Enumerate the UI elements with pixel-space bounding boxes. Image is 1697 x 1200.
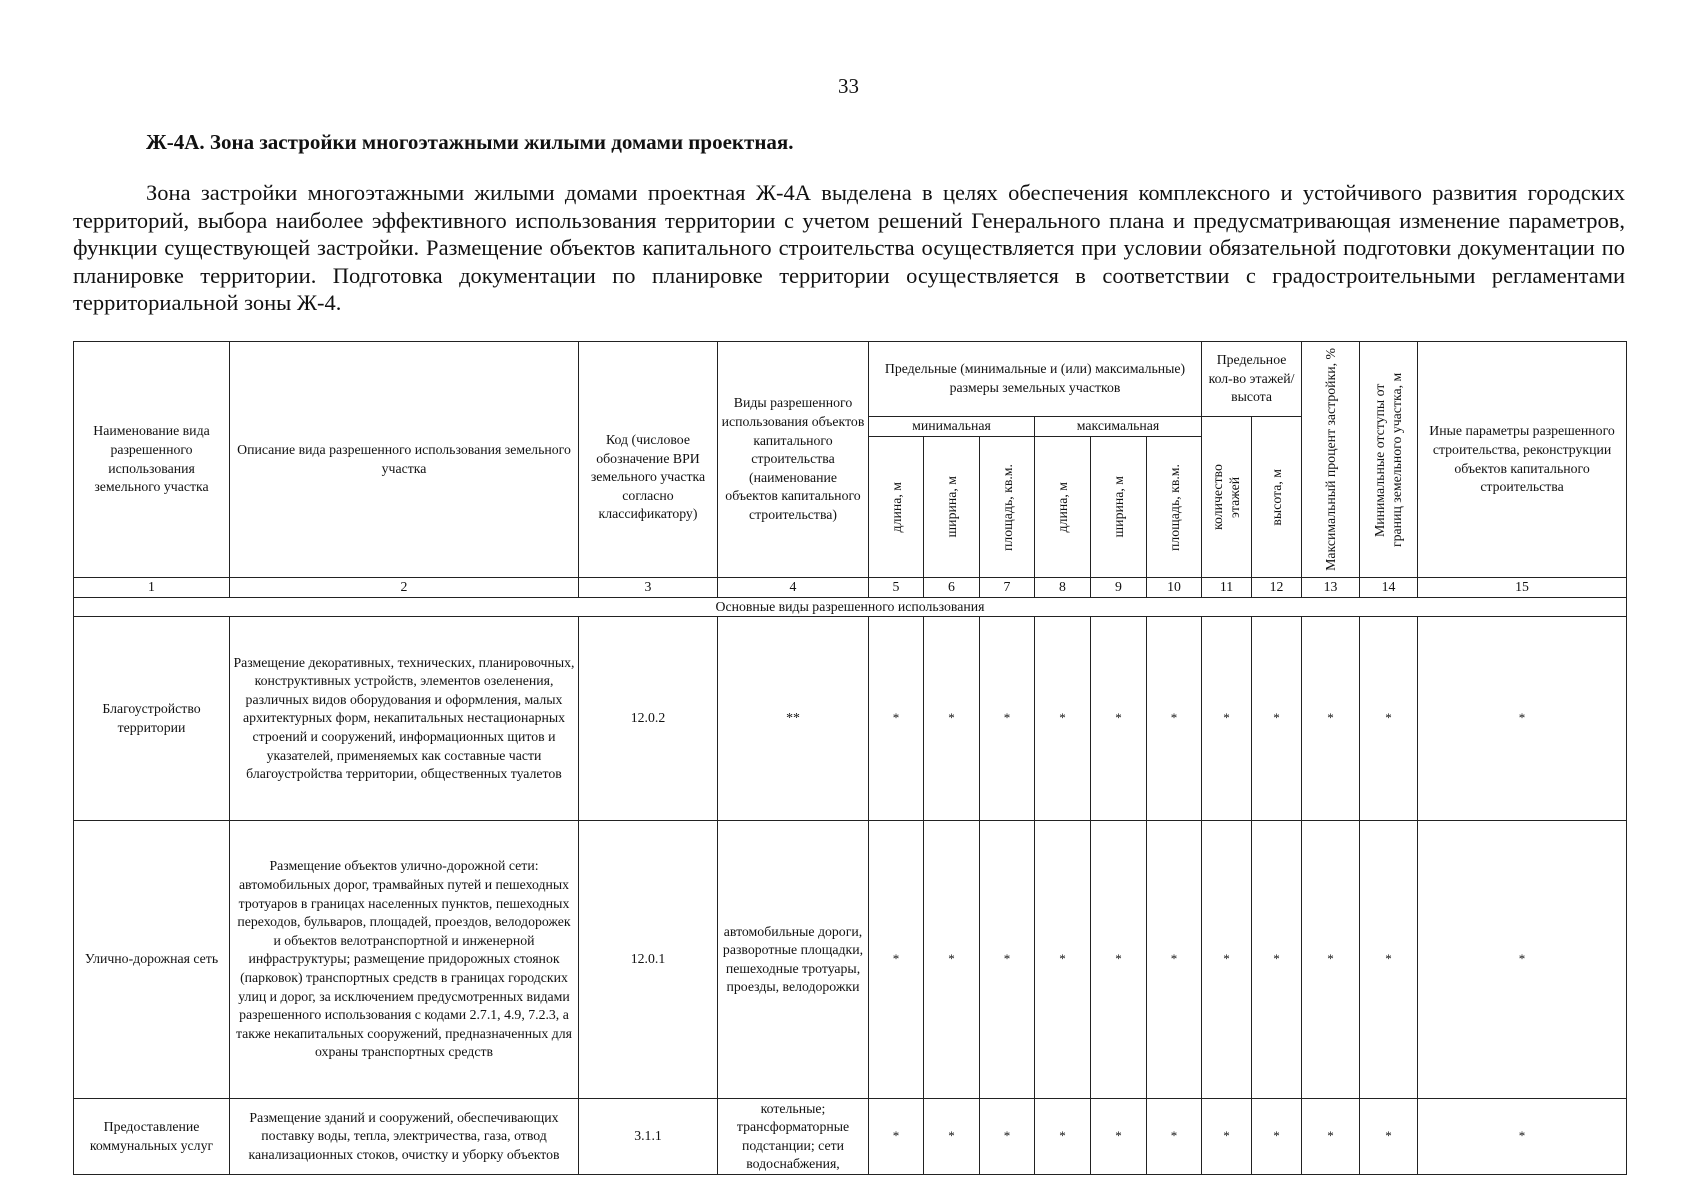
- param-cell: *: [1418, 821, 1627, 1099]
- param-cell: *: [1418, 617, 1627, 821]
- param-cell: *: [1035, 1099, 1091, 1175]
- table-row: [74, 1099, 1627, 1175]
- row-code: 12.0.1: [579, 821, 718, 1099]
- param-cell: *: [1147, 1099, 1202, 1175]
- param-cell: *: [980, 1099, 1035, 1175]
- section-title-row: Основные виды разрешенного использования: [74, 597, 1627, 617]
- param-cell: *: [1360, 821, 1418, 1099]
- header-minimal: минимальная: [869, 417, 1035, 437]
- row-name: Улично-дорожная сеть: [74, 821, 230, 1099]
- column-number: 1: [74, 578, 230, 598]
- param-cell: *: [1147, 821, 1202, 1099]
- param-cell: *: [1091, 617, 1147, 821]
- param-cell: *: [1035, 821, 1091, 1099]
- param-cell: *: [1252, 617, 1302, 821]
- param-cell: *: [1035, 617, 1091, 821]
- header-max-percent: Максимальный процент застройки, %: [1302, 342, 1360, 578]
- header-plot-sizes: Предельные (минимальные и (или) максимальные) размеры земельных участков: [869, 342, 1202, 417]
- header-max-area: площадь, кв.м.: [1147, 437, 1202, 578]
- param-cell: *: [1091, 821, 1147, 1099]
- table-row: [74, 821, 1627, 1099]
- header-max-length: длина, м: [1035, 437, 1091, 578]
- column-number: 2: [230, 578, 579, 598]
- regulations-table: [73, 341, 1627, 1175]
- param-cell: *: [1418, 1099, 1627, 1175]
- param-cell: *: [1360, 617, 1418, 821]
- param-cell: *: [1360, 1099, 1418, 1175]
- section-heading: Ж-4А. Зона застройки многоэтажными жилыми домами проектная.: [146, 130, 794, 154]
- header-min-setbacks: Минимальные отступы от границ земельного участка, м: [1360, 342, 1418, 578]
- param-cell: *: [1302, 1099, 1360, 1175]
- param-cell: *: [869, 821, 924, 1099]
- param-cell: *: [924, 1099, 980, 1175]
- column-number: 10: [1147, 578, 1202, 598]
- column-number: 13: [1302, 578, 1360, 598]
- header-floors-count: количество этажей: [1202, 417, 1252, 578]
- param-cell: *: [1202, 617, 1252, 821]
- row-oks: котельные; трансформаторные подстанции; сети водоснабжения,: [718, 1099, 869, 1175]
- param-cell: *: [869, 617, 924, 821]
- row-oks: автомобильные дороги, разворотные площадки, пешеходные тротуары, проезды, велодорожки: [718, 821, 869, 1099]
- param-cell: *: [924, 617, 980, 821]
- column-number: 4: [718, 578, 869, 598]
- header-min-width: ширина, м: [924, 437, 980, 578]
- param-cell: *: [869, 1099, 924, 1175]
- column-number: 6: [924, 578, 980, 598]
- param-cell: *: [1252, 821, 1302, 1099]
- intro-paragraph: Зона застройки многоэтажными жилыми домами проектная Ж-4А выделена в целях обеспечения комплексного и устойчивого развития городских территорий, выбора наиболее эффективного использования территории с учетом решений Генерального плана и предусматривающая изменение параметров, функции существующей застройки. Размещение объектов капитального строительства осуществляется при условии обязательной подготовки документации по планировке территории. Подготовка документации по планировке территории осуществляется в соответствии с градостроительными регламентами территориальной зоны Ж-4.: [73, 180, 1625, 315]
- column-number: 8: [1035, 578, 1091, 598]
- row-name: Предоставление коммунальных услуг: [74, 1099, 230, 1175]
- param-cell: *: [924, 821, 980, 1099]
- column-number: 14: [1360, 578, 1418, 598]
- param-cell: *: [1147, 617, 1202, 821]
- param-cell: *: [1202, 821, 1252, 1099]
- header-max-width: ширина, м: [1091, 437, 1147, 578]
- column-number: 5: [869, 578, 924, 598]
- param-cell: *: [1252, 1099, 1302, 1175]
- param-cell: *: [1202, 1099, 1252, 1175]
- column-number: 3: [579, 578, 718, 598]
- row-oks: **: [718, 617, 869, 821]
- param-cell: *: [1302, 821, 1360, 1099]
- header-floors-group: Предельное кол-во этажей/ высота: [1202, 342, 1302, 417]
- column-number: 7: [980, 578, 1035, 598]
- header-min-length: длина, м: [869, 437, 924, 578]
- param-cell: *: [1302, 617, 1360, 821]
- row-code: 3.1.1: [579, 1099, 718, 1175]
- page-number: 33: [838, 74, 859, 98]
- row-description: Размещение объектов улично-дорожной сети: автомобильных дорог, трамвайных путей и пешеходных тротуаров в границах населенных пунктов, пешеходных переходов, бульваров, площадей, проездов, велодорожек и объектов велотранспортной и инженерной инфраструктуры; размещение придорожных стоянок (парковок) транспортных средств в границах городских улиц и дорог, за исключением предусмотренных видами разрешенного использования с кодами 2.7.1, 4.9, 7.2.3, а также некапитальных сооружений, предназначенных для охраны транспортных средств: [230, 821, 579, 1099]
- column-number: 11: [1202, 578, 1252, 598]
- header-min-area: площадь, кв.м.: [980, 437, 1035, 578]
- param-cell: *: [980, 821, 1035, 1099]
- param-cell: *: [1091, 1099, 1147, 1175]
- header-description: Описание вида разрешенного использования земельного участка: [230, 342, 579, 578]
- header-oks-types: Виды разрешенного использования объектов капитального строительства (наименование объектов капитального строительства): [718, 342, 869, 578]
- table-row: [74, 617, 1627, 821]
- row-description: Размещение зданий и сооружений, обеспечивающих поставку воды, тепла, электричества, газа, отвод канализационных стоков, очистку и уборку объектов: [230, 1099, 579, 1175]
- param-cell: *: [980, 617, 1035, 821]
- header-code: Код (числовое обозначение ВРИ земельного участка согласно классификатору): [579, 342, 718, 578]
- header-height: высота, м: [1252, 417, 1302, 578]
- column-number: 15: [1418, 578, 1627, 598]
- header-other-params: Иные параметры разрешенного строительства, реконструкции объектов капитального строительства: [1418, 342, 1627, 578]
- row-description: Размещение декоративных, технических, планировочных, конструктивных устройств, элементов озеленения, различных видов оборудования и оформления, малых архитектурных форм, некапитальных нестационарных строений и сооружений, информационных щитов и указателей, применяемых как составные части благоустройства территории, общественных туалетов: [230, 617, 579, 821]
- row-name: Благоустройство территории: [74, 617, 230, 821]
- header-name: Наименование вида разрешенного использования земельного участка: [74, 342, 230, 578]
- column-number: 9: [1091, 578, 1147, 598]
- header-maximal: максимальная: [1035, 417, 1202, 437]
- column-number: 12: [1252, 578, 1302, 598]
- row-code: 12.0.2: [579, 617, 718, 821]
- column-numbers-row: [74, 578, 1627, 598]
